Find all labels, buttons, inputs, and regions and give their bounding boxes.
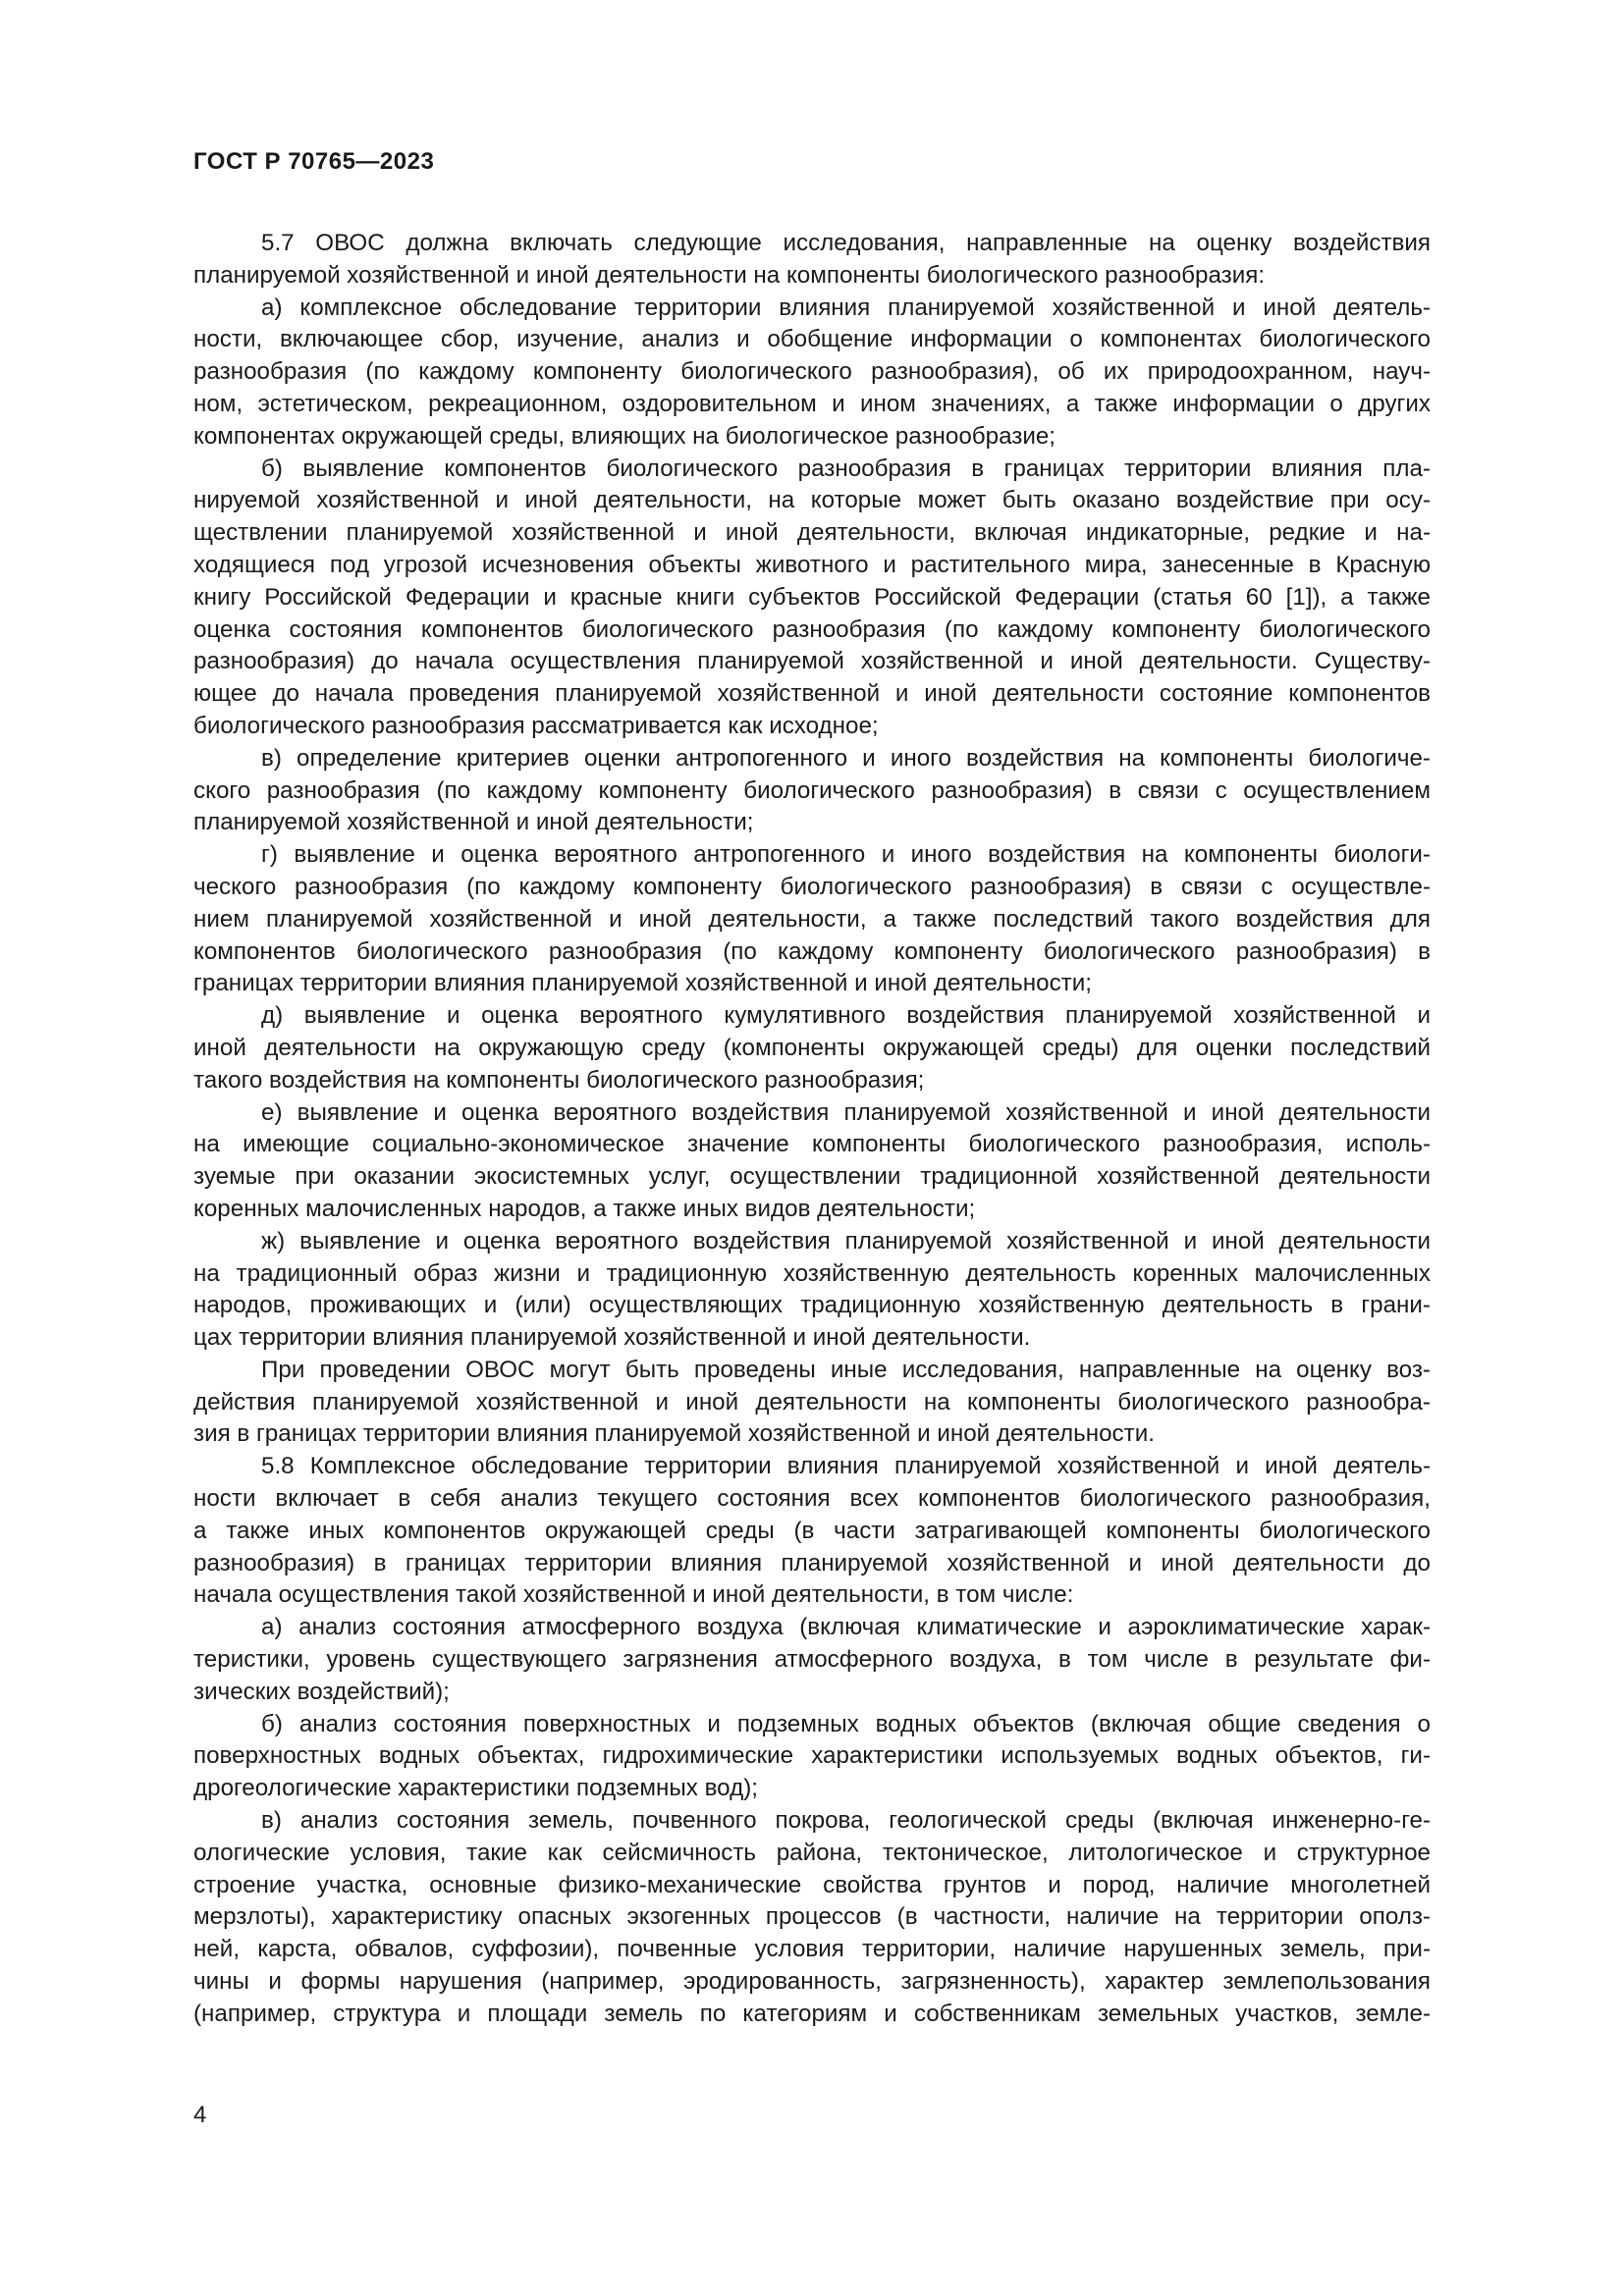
paragraph-line: д) выявление и оценка вероятного кумулятивного воздействия планируемой хозяйственной и	[261, 1002, 1431, 1030]
paragraph-line: (например, структура и площади земель по категориям и собственникам земельных участков, земле-	[193, 2000, 1431, 2027]
paragraph-line: разнообразия (по каждому компоненту биологического разнообразия), об их природоохранном, науч-	[193, 358, 1431, 386]
paragraph-line: в) определение критериев оценки антропогенного и иного воздействия на компоненты биологиче-	[261, 744, 1431, 772]
paragraph-line: ществлении планируемой хозяйственной и иной деятельности, включая индикаторные, редкие и на-	[193, 519, 1431, 547]
paragraph-line: ней, карста, обвалов, суффозии), почвенные условия территории, наличие нарушенных земель, при-	[193, 1936, 1431, 1963]
paragraph-line: а также иных компонентов окружающей среды (в части затрагивающей компоненты биологического	[193, 1517, 1431, 1544]
paragraph-line: ходящиеся под угрозой исчезновения объекты животного и растительного мира, занесенные в Красную	[193, 551, 1431, 578]
paragraph-line: границах территории влияния планируемой хозяйственной и иной деятельности;	[193, 970, 1092, 997]
paragraph-line: поверхностных водных объектах, гидрохимические характеристики используемых водных объектов, ги-	[193, 1742, 1431, 1770]
document-body	[193, 228, 1431, 2031]
paragraph-line: строение участка, основные физико-механические свойства грунтов и пород, наличие многолетней	[193, 1871, 1431, 1898]
paragraph-line: зических воздействий);	[193, 1678, 450, 1705]
page-number: 4	[193, 2102, 207, 2128]
paragraph-line: 5.8 Комплексное обследование территории влияния планируемой хозяйственной и иной деятель-	[261, 1453, 1431, 1480]
paragraph-line: ж) выявление и оценка вероятного воздействия планируемой хозяйственной и иной деятельности	[261, 1227, 1431, 1255]
paragraph-line: мерзлоты), характеристику опасных экзогенных процессов (в частности, наличие на территории ополз-	[193, 1903, 1431, 1931]
paragraph-line: иной деятельности на окружающую среду (компоненты окружающей среды) для оценки последствий	[193, 1034, 1431, 1061]
paragraph-line: теристики, уровень существующего загрязнения атмосферного воздуха, в том числе в результате фи-	[193, 1646, 1431, 1674]
paragraph-line: действия планируемой хозяйственной и иной деятельности на компоненты биологического разнообра-	[193, 1388, 1431, 1415]
paragraph-line: разнообразия) в границах территории влияния планируемой хозяйственной и иной деятельности до	[193, 1549, 1431, 1576]
paragraph-line: ном, эстетическом, рекреационном, оздоровительном и ином значениях, а также информации о других	[193, 390, 1431, 417]
paragraph-line: коренных малочисленных народов, а также иных видов деятельности;	[193, 1195, 976, 1222]
paragraph-line: начала осуществления такой хозяйственной и иной деятельности, в том числе:	[193, 1581, 1074, 1609]
paragraph-line: чины и формы нарушения (например, эродированность, загрязненность), характер землепользования	[193, 1968, 1431, 1996]
paragraph-line: а) комплексное обследование территории влияния планируемой хозяйственной и иной деятель-	[261, 294, 1431, 321]
paragraph-line: дрогеологические характеристики подземных вод);	[193, 1775, 758, 1802]
document-code-header: ГОСТ Р 70765—2023	[193, 148, 435, 175]
paragraph-line: нируемой хозяйственной и иной деятельности, на которые может быть оказано воздействие при осу-	[193, 487, 1431, 514]
paragraph-line: 5.7 ОВОС должна включать следующие исследования, направленные на оценку воздействия	[261, 230, 1431, 256]
paragraph-line: в) анализ состояния земель, почвенного покрова, геологической среды (включая инженерно-ге-	[261, 1807, 1431, 1835]
paragraph-line: ности включает в себя анализ текущего состояния всех компонентов биологического разнообразия,	[193, 1485, 1431, 1513]
paragraph-line: ности, включающее сбор, изучение, анализ и обобщение информации о компонентах биологического	[193, 326, 1431, 353]
paragraph-line: книгу Российской Федерации и красные книги субъектов Российской Федерации (статья 60 [1]), а также	[193, 583, 1431, 611]
paragraph-line: такого воздействия на компоненты биологического разнообразия;	[193, 1066, 925, 1094]
paragraph-line: планируемой хозяйственной и иной деятельности;	[193, 809, 754, 836]
paragraph-line: компонентов биологического разнообразия (по каждому компоненту биологического разнообразия) в	[193, 937, 1431, 965]
paragraph-line: разнообразия) до начала осуществления планируемой хозяйственной и иной деятельности. Существу-	[193, 648, 1431, 675]
paragraph-line: зия в границах территории влияния планируемой хозяйственной и иной деятельности.	[193, 1420, 1155, 1448]
paragraph-line: оценка состояния компонентов биологического разнообразия (по каждому компоненту биологического	[193, 615, 1431, 643]
paragraph-line: а) анализ состояния атмосферного воздуха (включая климатические и аэроклиматические харак-	[261, 1614, 1431, 1641]
paragraph-line: г) выявление и оценка вероятного антропогенного и иного воздействия на компоненты биологи-	[261, 841, 1431, 869]
paragraph-line: компонентах окружающей среды, влияющих на биологическое разнообразие;	[193, 422, 1056, 450]
paragraph-line: народов, проживающих и (или) осуществляющих традиционную хозяйственную деятельность в грани-	[193, 1292, 1431, 1319]
paragraph-line: ющее до начала проведения планируемой хозяйственной и иной деятельности состояние компонентов	[193, 680, 1431, 708]
paragraph-line: б) анализ состояния поверхностных и подземных водных объектов (включая общие сведения о	[261, 1710, 1431, 1737]
paragraph-line: на традиционный образ жизни и традиционную хозяйственную деятельность коренных малочисленных	[193, 1259, 1431, 1287]
paragraph-line: б) выявление компонентов биологического разнообразия в границах территории влияния пла-	[261, 454, 1431, 482]
paragraph-line: биологического разнообразия рассматривается как исходное;	[193, 712, 879, 739]
paragraph-line: нием планируемой хозяйственной и иной деятельности, а также последствий такого воздействия для	[193, 905, 1431, 933]
paragraph-line: ского разнообразия (по каждому компоненту биологического разнообразия) в связи с осуществлением	[193, 776, 1431, 804]
paragraph-line: зуемые при оказании экосистемных услуг, осуществлении традиционной хозяйственной деятельности	[193, 1163, 1431, 1191]
paragraph-line: планируемой хозяйственной и иной деятельности на компоненты биологического разнообразия:	[193, 261, 1266, 289]
paragraph-line: цах территории влияния планируемой хозяйственной и иной деятельности.	[193, 1324, 1031, 1352]
paragraph-line: При проведении ОВОС могут быть проведены иные исследования, направленные на оценку воз-	[261, 1356, 1431, 1383]
paragraph-line: е) выявление и оценка вероятного воздействия планируемой хозяйственной и иной деятельности	[261, 1098, 1431, 1126]
paragraph-line: ческого разнообразия (по каждому компоненту биологического разнообразия) в связи с осуществле-	[193, 873, 1431, 900]
paragraph-line: на имеющие социально-экономическое значение компоненты биологического разнообразия, исполь-	[193, 1131, 1431, 1158]
paragraph-line: ологические условия, такие как сейсмичность района, тектоническое, литологическое и структурное	[193, 1839, 1431, 1866]
